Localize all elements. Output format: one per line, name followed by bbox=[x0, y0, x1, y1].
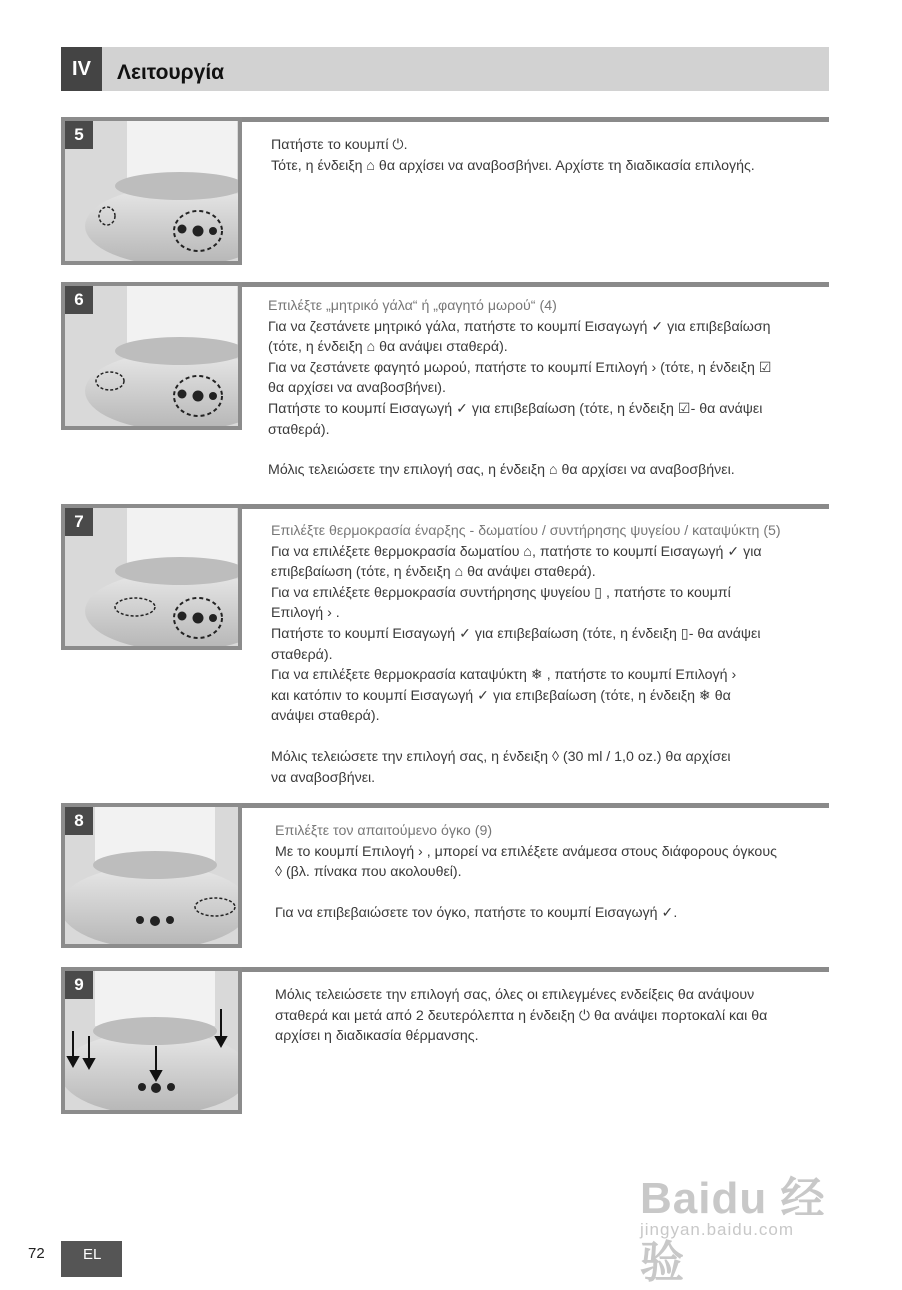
text-line: επιβεβαίωση (τότε, η ένδειξη ⌂ θα ανάψει σταθερά). bbox=[271, 564, 596, 581]
text-line: Πατήστε το κουμπί ⏻. bbox=[271, 137, 408, 153]
text-line: Για να ζεστάνετε μητρικό γάλα, πατήστε το κουμπί Εισαγωγή ✓ για επιβεβαίωση bbox=[268, 318, 771, 335]
text-line: Τότε, η ένδειξη ⌂ θα αρχίσει να αναβοσβήνει. Αρχίστε τη διαδικασία επιλογής. bbox=[271, 157, 755, 174]
step-6-badge: 6 bbox=[65, 286, 93, 314]
text-line: Πατήστε το κουμπί Εισαγωγή ✓ για επιβεβαίωση (τότε, η ένδειξη ☑- θα ανάψει bbox=[268, 400, 763, 417]
text-line: Για να επιλέξετε θερμοκρασία συντήρησης ψυγείου ▯ , πατήστε το κουμπί bbox=[271, 584, 731, 601]
text-line: και κατόπιν το κουμπί Εισαγωγή ✓ για επιβεβαίωση (τότε, η ένδειξη ❄ θα bbox=[271, 687, 731, 704]
text-line: Με το κουμπί Επιλογή › , μπορεί να επιλέξετε ανάμεσα στους διάφορους όγκους bbox=[275, 843, 777, 860]
step-heading: Επιλέξτε τον απαιτούμενο όγκο (9) bbox=[275, 823, 493, 839]
step-8-rule bbox=[240, 803, 829, 808]
text-line: Για να επιλέξετε θερμοκρασία καταψύκτη ❄ , πατήστε το κουμπί Επιλογή › bbox=[271, 667, 737, 684]
text-line: σταθερά). bbox=[268, 421, 330, 438]
text-line: Για να επιβεβαιώσετε τον όγκο, πατήστε το κουμπί Εισαγωγή ✓. bbox=[275, 904, 678, 921]
text-line: σταθερά). bbox=[271, 646, 333, 663]
step-8-text bbox=[275, 821, 820, 923]
step-6-image bbox=[61, 282, 242, 430]
section-header bbox=[61, 47, 829, 91]
watermark-brand: Baidu 经验 bbox=[640, 1174, 826, 1287]
text-line: Επιλογή › . bbox=[271, 605, 340, 622]
text-line: σταθερά και μετά από 2 δευτερόλεπτα η ένδειξη ⏻ θα ανάψει πορτοκαλί και θα bbox=[275, 1007, 768, 1024]
step-9-text bbox=[275, 985, 820, 1047]
step-7-text bbox=[271, 521, 816, 788]
text-line: Για να ζεστάνετε φαγητό μωρού, πατήστε το κουμπί Επιλογή › (τότε, η ένδειξη ☑ bbox=[268, 359, 772, 376]
step-9-rule bbox=[240, 967, 829, 972]
step-7-image bbox=[61, 504, 242, 650]
section-title: Λειτουργία bbox=[117, 61, 225, 84]
section-number: IV bbox=[61, 47, 102, 91]
text-line: Μόλις τελειώσετε την επιλογή σας, όλες οι επιλεγμένες ενδείξεις θα ανάψουν bbox=[275, 987, 755, 1003]
step-heading: Επιλέξτε θερμοκρασία έναρξης - δωματίου / συντήρησης ψυγείου / καταψύκτη (5) bbox=[271, 523, 781, 539]
language-tag: EL bbox=[61, 1241, 122, 1277]
step-7-badge: 7 bbox=[65, 508, 93, 536]
text-line: αρχίσει η διαδικασία θέρμανσης. bbox=[275, 1028, 479, 1045]
text-line: θα αρχίσει να αναβοσβήνει). bbox=[268, 380, 446, 397]
step-8-badge: 8 bbox=[65, 807, 93, 835]
step-9-image bbox=[61, 967, 242, 1114]
text-line: Μόλις τελειώσετε την επιλογή σας, η ένδειξη ◊ (30 ml / 1,0 oz.) θα αρχίσει bbox=[271, 748, 731, 765]
page-number: 72 bbox=[28, 1245, 45, 1262]
step-5-rule bbox=[240, 117, 829, 122]
step-6-text bbox=[268, 296, 813, 481]
text-line: ανάψει σταθερά). bbox=[271, 708, 380, 725]
text-line: Πατήστε το κουμπί Εισαγωγή ✓ για επιβεβαίωση (τότε, η ένδειξη ▯- θα ανάψει bbox=[271, 625, 761, 642]
text-line: Μόλις τελειώσετε την επιλογή σας, η ένδειξη ⌂ θα αρχίσει να αναβοσβήνει. bbox=[268, 462, 735, 479]
step-5-text bbox=[271, 135, 811, 176]
step-8-image bbox=[61, 803, 242, 948]
text-line: ◊ (βλ. πίνακα που ακολουθεί). bbox=[275, 864, 462, 881]
text-line: (τότε, η ένδειξη ⌂ θα ανάψει σταθερά). bbox=[268, 339, 508, 356]
step-7-rule bbox=[240, 504, 829, 509]
text-line: Για να επιλέξετε θερμοκρασία δωματίου ⌂, πατήστε το κουμπί Εισαγωγή ✓ για bbox=[271, 543, 762, 560]
step-6-rule bbox=[240, 282, 829, 287]
step-5-image bbox=[61, 117, 242, 265]
watermark bbox=[640, 1150, 860, 1287]
step-5-badge: 5 bbox=[65, 121, 93, 149]
text-line: να αναβοσβήνει. bbox=[271, 769, 376, 786]
step-heading: Επιλέξτε „μητρικό γάλα“ ή „φαγητό μωρού“ (4) bbox=[268, 298, 557, 314]
watermark-url: jingyan.baidu.com bbox=[640, 1220, 795, 1239]
step-9-badge: 9 bbox=[65, 971, 93, 999]
